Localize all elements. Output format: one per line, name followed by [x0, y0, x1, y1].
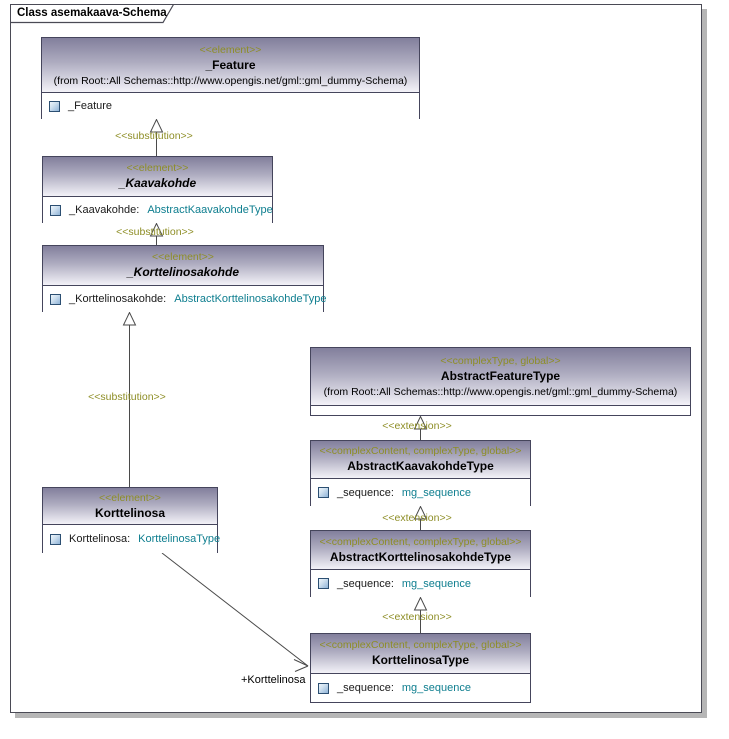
substitution-label: <<substitution>> [88, 391, 166, 403]
from-label: (from Root::All Schemas::http://www.opengis.net/gml::gml_dummy-Schema) [53, 74, 408, 87]
class-header [311, 441, 530, 479]
attribute-type: mg_sequence [401, 577, 471, 590]
class-name: AbstractKorttelinosakohdeType [329, 549, 512, 564]
stereotype-label: <<element>> [99, 491, 161, 504]
class-name: _Korttelinosakohde [126, 265, 240, 279]
class-box-abstractkaavakohdetype[interactable] [310, 440, 531, 506]
class-name: Korttelinosa [94, 505, 165, 520]
class-box-abstractfeaturetype[interactable] [310, 347, 691, 416]
class-header [43, 488, 217, 525]
attribute-name: _Kaavakohde: [69, 204, 140, 216]
attribute-type: mg_sequence [401, 682, 471, 694]
stereotype-label: <<element>> [152, 251, 214, 263]
stereotype-label: <<complexContent, complexType, global>> [319, 639, 522, 651]
stereotype-label: <<element>> [126, 162, 189, 174]
attribute-row[interactable] [42, 93, 419, 119]
extension-label: <<extension>> [382, 420, 452, 432]
class-header [311, 348, 690, 406]
stereotype-label: <<complexContent, complexType, global>> [319, 445, 522, 457]
attribute-type: KorttelinosaType [138, 533, 221, 545]
class-box-korttelinosatype[interactable] [310, 633, 531, 703]
from-label: (from Root::All Schemas::http://www.opengis.net/gml::gml_dummy-Schema) [323, 386, 678, 398]
class-name: _Kaavakohde [118, 176, 197, 190]
attribute-name: _sequence: [337, 577, 394, 590]
empty-attribute-compartment [311, 406, 690, 415]
association-connector-korttelinosa-korttelinosatype[interactable] [162, 553, 308, 672]
class-name: _Feature [205, 57, 256, 72]
attribute-type: mg_sequence [401, 486, 471, 499]
attribute-name: _Feature [68, 100, 113, 112]
attribute-row[interactable] [311, 570, 530, 597]
attribute-icon [318, 683, 329, 694]
attribute-name: Korttelinosa: [69, 533, 131, 545]
attribute-icon [50, 534, 61, 545]
association-role-label: +Korttelinosa [241, 674, 306, 686]
extension-label: <<extension>> [382, 512, 452, 524]
substitution-label: <<substitution>> [116, 226, 194, 238]
class-name: KorttelinosaType [371, 653, 470, 667]
attribute-type: AbstractKaavakohdeType [147, 204, 273, 216]
class-header [311, 531, 530, 570]
class-box-korttelinosa[interactable] [42, 487, 221, 553]
class-box-abstractkorttelinosakohdetype[interactable] [310, 530, 531, 597]
substitution-label: <<substitution>> [115, 130, 193, 142]
attribute-icon [50, 205, 61, 216]
attribute-row[interactable] [43, 286, 327, 312]
attribute-icon [318, 578, 329, 589]
extension-label: <<extension>> [382, 611, 452, 623]
attribute-icon [49, 101, 60, 112]
stereotype-label: <<complexContent, complexType, global>> [319, 535, 522, 548]
stereotype-label: <<complexType, global>> [440, 355, 561, 367]
class-header [42, 38, 419, 93]
attribute-name: _sequence: [337, 486, 394, 499]
class-name: AbstractFeatureType [440, 369, 561, 383]
class-header [311, 634, 530, 674]
attribute-icon [318, 487, 329, 498]
stereotype-label: <<element>> [199, 43, 262, 56]
attribute-row[interactable] [43, 525, 221, 553]
class-header [43, 246, 323, 286]
attribute-row[interactable] [311, 674, 530, 702]
attribute-icon [50, 294, 61, 305]
attribute-row[interactable] [43, 197, 272, 223]
class-header [43, 157, 272, 197]
diagram-title: Class asemakaava-Schema [17, 7, 167, 19]
class-box-korttelinosakohde[interactable] [42, 245, 327, 312]
attribute-name: _sequence: [337, 682, 394, 694]
attribute-name: _Korttelinosakohde: [69, 293, 167, 305]
class-name: AbstractKaavakohdeType [347, 459, 494, 473]
attribute-type: AbstractKorttelinosakohdeType [174, 293, 327, 305]
class-box-feature[interactable] [41, 37, 420, 119]
attribute-row[interactable] [311, 479, 530, 506]
class-box-kaavakohde[interactable] [42, 156, 273, 223]
